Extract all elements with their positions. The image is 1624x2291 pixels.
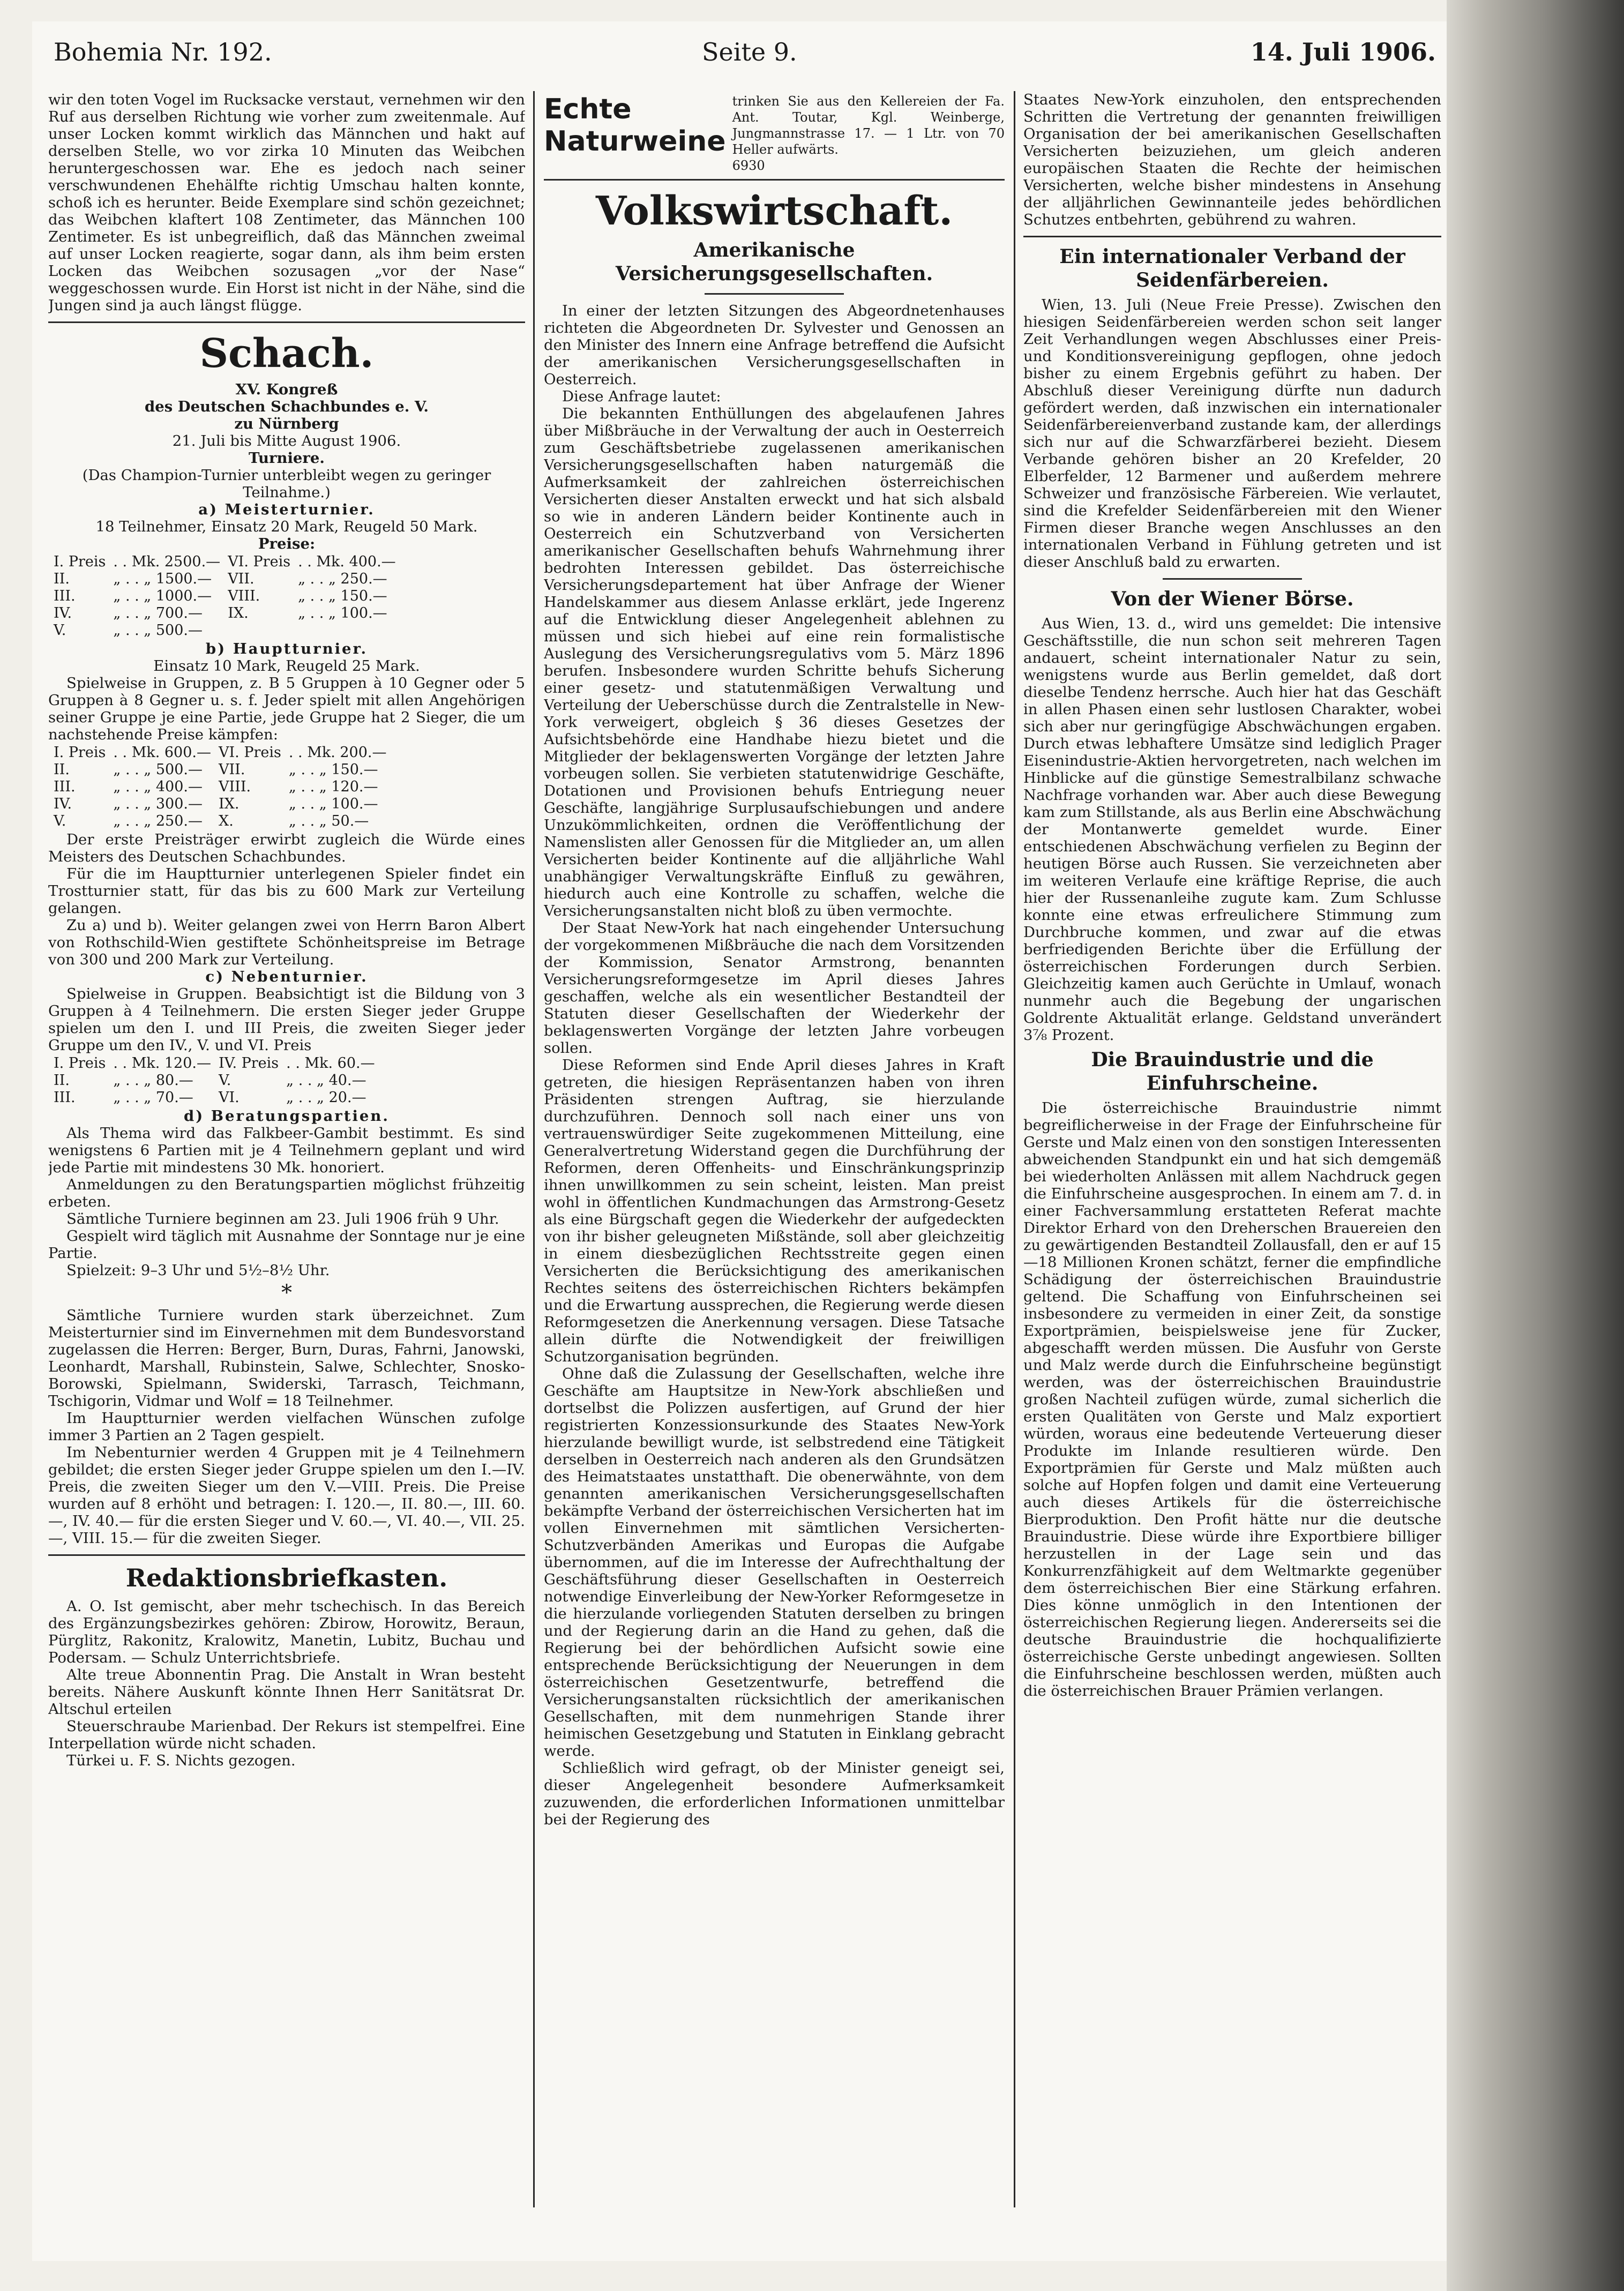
paragraph: Wien, 13. Juli (Neue Freie Presse). Zwischen den hiesigen Seidenfärbereien werden schon seit langer Zeit Verhandlungen wegen Abschlusses einer Preis- und Konditionsvereinigung gepflogen, ohne jedoch bisher zu einem Ergebnis geführt zu haben. Der Abschluß dieser Vereinigung dürfte nun dadurch gefördert werden, daß inzwischen ein internationaler Seidenfärbereienverband zustande kam, der allerdings sich nur auf die Schwarzfärberei bezieht. Diesem Verbande gehören bisher an 20 Krefelder, 20 Elberfelder, 12 Barmener und außerdem mehrere Schweizer und französische Färbereien. Wie verlautet, sind die Krefelder Seidenfärbereien mit den Wiener Firmen dieser Branche wegen Anschlusses an den internationalen Verband in Fühlung getreten und ist dieser Anschluß bald zu erwarten.: [1023, 296, 1441, 571]
paragraph: Diese Anfrage lautet:: [562, 388, 721, 405]
letterbox-entry: A. O. Ist gemischt, aber mehr tschechisch. In das Bereich des Ergänzungsbezirkes gehören: Zbirow, Horowitz, Beraun, Pürglitz, Rakonitz, Kralowitz, Manetin, Lubitz, Buchau und Podersam. — Schulz Unterrichtsbriefe.: [48, 1598, 525, 1666]
side-tournament-heading: c) Nebenturnier.: [205, 968, 368, 985]
paragraph: Die bekannten Enthüllungen des abgelaufenen Jahres über Mißbräuche in der Verwaltung der auch in Oesterreich zum Geschäftsbetriebe zugelassenen amerikanischen Versicherungsgesellschaften haben naturgemäß die Aufmerksamkeit der zahlreichen österreichischen Versicherten dieser Anstalten erweckt und hat sich alsbald so wie in anderen Ländern beider Kontinente auch in Oesterreich ein Schutzverband von Versicherten amerikanischer Gesellschaften behufs Wahrnehmung ihrer bedrohten Interessen gebildet. Das österreichische Versicherungsdepartement hat über Anfrage der Wiener Handelskammer aus diesem Anlasse erklärt, jede Ingerenz auf die Entwicklung dieser Angelegenheit ablehnen zu müssen und sich hiebei auf eine rein formalistische Auslegung des Versicherungsregulativs vom 5. März 1896 berufen. Insbesondere wurden Schritte behufs Sicherung einer gesetz- und statutenmäßigen Verwaltung und Verteilung der Ueberschüsse durch die Zentralstelle in New-York verweigert, obgleich § 36 dieses Gesetzes der Aufsichtsbehörde eine Handhabe hiezu bietet und die Mitglieder der beklagenswerten Vorgänge der letzten Jahre vorbeugen sollen. Sie verbieten statutenwidrige Geschäfte, Dotationen und Provisionen behufs Entriegung neuer Geschäfte, langjährige Surplusaufschiebungen und andere Unzukömmlichkeiten, ordnen die Veröffentlichung der Namenslisten aller Genossen für die Mitglieder an, um allen Versicherten beider Kontinente auf die alljährliche Wahl unabhängiger Verwaltungskräfte Einfluß zu gewähren, hiedurch auch eine Kontrolle zu schaffen, welche die Versicherungsanstalten nicht bloß zu üben vermochte.: [544, 405, 1005, 919]
prize-row: I. Preis . . Mk. 600.— VI. Preis . . Mk. 200.—: [54, 744, 387, 761]
main-tournament-heading: b) Hauptturnier.: [205, 640, 368, 657]
main-prize-table: [54, 744, 394, 830]
economy-section-title: Volkswirtschaft.: [595, 188, 953, 234]
master-tournament-info: 18 Teilnehmer, Einsatz 20 Mark, Reugeld 50 Mark.: [95, 518, 478, 535]
consultation-heading: d) Beratungspartien.: [183, 1107, 390, 1125]
paragraph: Sämtliche Turniere wurden stark überzeichnet. Zum Meisterturnier sind im Einvernehmen mit dem Bundesvorstand zugelassen die Herren: Berger, Burn, Duras, Fahrni, Janowski, Leonhardt, Marshall, Rubinstein, Salwe, Schlechter, Snosko-Borowski, Spielmann, Swiderski, Tarrasch, Teichmann, Tschigorin, Vidmar und Wolf = 18 Teilnehmer.: [48, 1307, 525, 1410]
letterbox-entry: Türkei u. F. S. Nichts gezogen.: [66, 1752, 296, 1769]
paragraph: In einer der letzten Sitzungen des Abgeordnetenhauses richteten die Abgeordneten Dr. Sylvester und Genossen an den Minister des Innern eine Anfrage betreffend die Aufsicht der amerikanischen Versicherungsgesellschaften in Oesterreich.: [544, 302, 1005, 388]
asterisk-divider: *: [281, 1281, 292, 1305]
prize-row: V. „ . . „ 250.— X. „ . . „ 50.—: [54, 813, 369, 829]
prize-row: II. „ . . „ 80.— V. „ . . „ 40.—: [54, 1072, 366, 1089]
prize-row: I. Preis . . Mk. 2500.— VI. Preis . . Mk. 400.—: [54, 553, 396, 570]
prize-row: III. „ . . „ 400.— VIII. „ . . „ 120.—: [54, 778, 378, 795]
newspaper-page: [32, 21, 1447, 2261]
letterbox-title: Redaktionsbriefkasten.: [125, 1563, 448, 1592]
brewery-heading: Die Brauindustrie und die Einfuhrscheine.: [1091, 1049, 1374, 1095]
prize-row: I. Preis . . Mk. 120.— IV. Preis . . Mk. 60.—: [54, 1055, 375, 1072]
paragraph: Für die im Hauptturnier unterlegenen Spieler findet ein Trostturnier statt, für das bis zu 600 Mark zur Verteilung gelangen.: [48, 865, 525, 917]
paragraph: Spielzeit: 9–3 Uhr und 5½–8½ Uhr.: [66, 1262, 330, 1279]
masthead-issue: Bohemia Nr. 192.: [54, 38, 272, 66]
master-tournament-heading: a) Meisterturnier.: [198, 501, 375, 518]
ad-code: 6930: [732, 158, 765, 173]
prize-row: II. „ . . „ 1500.— VII. „ . . „ 250.—: [54, 571, 387, 587]
paragraph: Staates New-York einzuholen, den entsprechenden Schritten die Vertretung der genannten freiwilligen Organisation der bei amerikanischen Gesellschaften Versicherten beizuziehen, um gleich anderen europäischen Staaten die Rechte der heimischen Versicherten, welche bisher mindestens in Ansehung der alljährlichen Gewinnanteile jedes behördlichen Schutzes entbehrten, gebührend zu wahren.: [1023, 91, 1441, 228]
congress-title: XV. Kongreß: [235, 381, 338, 398]
prize-row: II. „ . . „ 500.— VII. „ . . „ 150.—: [54, 761, 378, 778]
paragraph: Schließlich wird gefragt, ob der Minister geneigt sei, dieser Angelegenheit besondere Aufmerksamkeit zuzuwenden, die erforderlichen Informationen unmittelbar bei der Regierung des: [544, 1760, 1005, 1828]
paragraph: Die österreichische Brauindustrie nimmt begreiflicherweise in der Frage der Einfuhrscheine für Gerste und Malz einen von den sonstigen Interessenten abweichenden Standpunkt ein und hat sich demgemäß bei wiederholten Anlässen mit allem Nachdruck gegen die Einfuhrscheine ausgesprochen. In einem am 7. d. in einer Fachversammlung erstatteten Referat machte Direktor Erhard von den Dreherschen Brauereien den zu gewärtigenden Bestandteil Zollausfall, den er auf 15—18 Millionen Kronen schätzt, ferner die empfindliche Schädigung der österreichischen Brauindustrie geltend. Die Schaffung von Einfuhrscheinen sei insbesondere zu vermeiden in einer Zeit, da sonstige Exportprämien, beispielsweise jene für Zucker, abgeschafft werden müssen. Die Ausfuhr von Gerste und Malz werde durch die Einfuhrscheine begünstigt werden, was der österreichischen Brauindustrie großen Nachteil zufügen würde, zumal sicherlich die ersten Qualitäten von Gerste und Malz exportiert würden, woraus eine bedeutende Verteuerung dieser Produkte im Inlande resultieren würde. Den Exportprämien für Gerste und Malz müßten auch solche auf Hopfen folgen und damit eine Verteuerung auch dieses Artikels für die österreichische Bierproduktion. Den Profit hätte nur die deutsche Brauindustrie. Diese würde ihre Exportbiere billiger herzustellen in der Lage sein und das Konkurrenzfähigkeit auf dem Weltmarkte gegenüber dem österreichischen Bier eine Stärkung erfahren. Dies könne unmöglich in den Intentionen der österreichischen Regierung liegen. Andererseits sei die deutsche Brauindustrie die hochqualifizierte österreichische Gerste unbedingt angewiesen. Sollten die Einfuhrscheine beschlossen werden, müßten auch die österreichischen Brauer Prämien verlangen.: [1023, 1099, 1441, 1699]
paragraph: Als Thema wird das Falkbeer-Gambit bestimmt. Es sind wenigstens 6 Partien mit je 4 Teilnehmern geplant und wird jede Partie mit mindestens 30 Mk. honoriert.: [48, 1125, 525, 1176]
side-tournament-text: Spielweise in Gruppen. Beabsichtigt ist die Bildung von 3 Gruppen à 4 Teilnehmern. Die ersten Sieger jeder Gruppe spielen um den I. und III Preis, die zweiten Sieger jeder Gruppe um den IV., V. und VI. Preis: [48, 985, 525, 1054]
issue-date: 14. Juli 1906.: [1250, 38, 1436, 66]
prizes-label: Preise:: [258, 535, 316, 552]
letterbox-entry: Steuerschraube Marienbad. Der Rekurs ist stempelfrei. Eine Interpellation würde nicht schaden.: [48, 1718, 525, 1752]
main-tournament-text: Spielweise in Gruppen, z. B 5 Gruppen à 10 Gegner oder 5 Gruppen à 8 Gegner u. s. f. Jeder spielt mit allen Angehörigen seiner Gruppe je eine Partie, jede Gruppe hat 2 Sieger, die um nachstehende Preise kämpfen:: [48, 675, 525, 743]
paragraph: Anmeldungen zu den Beratungspartien möglichst frühzeitig erbeten.: [48, 1176, 525, 1210]
paragraph: Ohne daß die Zulassung der Gesellschaften, welche ihre Geschäfte am Hauptsitze in New-York abschließen und dortselbst die Polizzen ausfertigen, auf Grund der hier registrierten Konzessionsurkunde des Staates New-York hierzulande bewilligt wurde, ist selbstredend eine Tätigkeit derselben in Oesterreich nach anderen als den Grundsätzen des Heimatstaates unstatthaft. Die obenerwähnte, von dem genannten amerikanischen Versicherungsgesellschaften bekämpfte Verband der österreichischen Versicherten hat im vollen Einvernehmen mit sämtlichen Versicherten-Schutzverbänden Amerikas und Europas die Aufgabe übernommen, auf die im Interesse der Aufrechthaltung der Geschäftsführung dieser Gesellschaften in Oesterreich notwendige Einverleibung der New-Yorker Reformgesetze in die hierzulande vorliegenden Statuten derselben zu bringen und der Regierung darin an die Hand zu gehen, daß die Regierung bei der behördlichen Aufsicht sowie eine entsprechende Berücksichtigung der Neuerungen in dem österreichischen Gesetzentwurfe, betreffend die Versicherungsanstalten rücksichtlich der amerikanischen Gesellschaften, mit dem nunmehrigen Stande ihrer heimischen Gesetzgebung und Statuten in Einklang gebracht werde.: [544, 1365, 1005, 1760]
tournaments-note: (Das Champion-Turnier unterbleibt wegen zu geringer Teilnahme.): [82, 467, 491, 501]
paragraph: Sämtliche Turniere beginnen am 23. Juli 1906 früh 9 Uhr.: [66, 1210, 499, 1227]
congress-org: des Deutschen Schachbundes e. V.: [144, 398, 429, 415]
paragraph: Der erste Preisträger erwirbt zugleich die Würde eines Meisters des Deutschen Schachbundes.: [48, 831, 525, 865]
main-tournament-info: Einsatz 10 Mark, Reugeld 25 Mark.: [153, 657, 420, 675]
paragraph: Zu a) und b). Weiter gelangen zwei von Herrn Baron Albert von Rothschild-Wien gestiftete Schönheitspreise im Betrage von 300 und 200 Mark zur Verteilung.: [48, 917, 525, 968]
prize-row: IV. „ . . „ 300.— IX. „ . . „ 100.—: [54, 796, 378, 812]
wine-advertisement: [544, 91, 1005, 181]
column-left: [48, 91, 525, 2256]
prize-row: III. „ . . „ 1000.— VIII. „ . . „ 150.—: [54, 588, 387, 604]
paragraph: Diese Reformen sind Ende April dieses Jahres in Kraft getreten, die hiesigen Repräsentanzen haben von ihren Präsidenten strengen Auftrag, sie hierzulande durchzuführen. Dennoch soll nach einer uns von vertrauenswürdiger Seite zugekommenen Mitteilung, eine Generalvertretung Widerstand gegen die Durchführung der Reformen, deren Offenheits- und Einschränkungsprinzip ihnen unwillkommen zu sein scheint, leisten. Man preist wohl in öffentlichen Kundmachungen das Armstrong-Gesetz als eine Bürgschaft gegen die Wiederkehr der aufgedeckten von ihr bisher geleugneten Mißstände, soll aber gleichzeitig in einem diesbezüglichen Rechtsstreite gegen einen Versicherten die Berücksichtigung des amerikanischen Rechtes seitens des österreichischen Richters bekämpfen und die Erwartung aussprechen, die Regierung werde diesen Reformgesetzen die Anerkennung versagen. Diese Tatsache allein dürfte die Notwendigkeit der freiwilligen Schutzorganisation begründen.: [544, 1057, 1005, 1365]
prize-row: IV. „ . . „ 700.— IX. „ . . „ 100.—: [54, 605, 387, 622]
chess-section-title: Schach.: [199, 331, 374, 377]
column-right: [1023, 91, 1441, 2256]
ad-text: trinken Sie aus den Kellereien der Fa. Ant. Toutar, Kgl. Weinberge, Jungmannstrasse 17. — 1 Ltr. von 70 Heller aufwärts. 6930: [732, 94, 1005, 173]
paragraph: Aus Wien, 13. d., wird uns gemeldet: Die intensive Geschäftsstille, die nun schon seit mehreren Tagen andauert, scheint internationaler Natur zu sein, wenigstens wurde aus Berlin gemeldet, daß dort dieselbe Tendenz herrsche. Auch hier hat das Geschäft in allen Phasen einen sehr lustlosen Charakter, wobei sich aber nur geringfügige Abschwächungen ergaben. Durch etwas lebhaftere Umsätze sind lediglich Prager Eisenindustrie-Aktien hervorgetreten, nach welchen im Hinblicke auf die günstige Semestralbilanz schwache Nachfrage vorhanden war. Aber auch diese Bewegung kam zum Stillstande, als aus Berlin eine Abschwächung der Montanwerte gemeldet wurde. Einer entschiedenen Abschwächung verfielen zu Beginn der heutigen Börse auch Russen. Sie verzeichneten aber im weiteren Verlaufe eine kräftige Reprise, die auch hier der Russenanleihe zugute kam. Zum Schlusse konnte eine etwas erfreulichere Stimmung zum Durchbruche kommen, und zwar auf die etwas berfriedigenden Berichte über die Erfüllung der österreichischen Forderungen durch Serbien. Gleichzeitig kamen auch Gerüchte in Umlauf, wonach nunmehr auch die Begebung der ungarischen Goldrente Aktualität erlange. Geldstand unverändert 3⅞ Prozent.: [1023, 615, 1441, 1044]
column-divider: [1014, 91, 1015, 2207]
article-title: Amerikanische Versicherungsgesellschaften.: [615, 239, 933, 285]
master-prize-table: [54, 553, 403, 639]
prize-row: V. „ . . „ 500.—: [54, 622, 203, 639]
page-edge-shadow: [1447, 0, 1624, 2291]
paragraph: Der Staat New-York hat nach eingehender Untersuchung der vorgekommenen Mißbräuche die nach dem Vorsitzenden der Kommission, Senator Armstrong, benannten Versicherungsreformgesetze im April dieses Jahres geschaffen, welche als ein wesentlicher Bestandteil der Statuten dieser Gesellschaften der Wiederkehr der beklagenswerten Vorgänge der letzten Jahre vorbeugen sollen.: [544, 919, 1005, 1057]
column-middle: [544, 91, 1005, 2256]
section-rule: [1023, 236, 1441, 237]
silk-dye-heading: Ein internationaler Verband der Seidenfärbereien.: [1059, 245, 1405, 291]
congress-place: zu Nürnberg: [234, 415, 339, 432]
column-divider: [533, 91, 535, 2207]
paragraph: Gespielt wird täglich mit Ausnahme der Sonntage nur je eine Partie.: [48, 1227, 525, 1262]
page-header: [32, 21, 1447, 96]
section-rule: [48, 321, 525, 323]
side-prize-table: [54, 1055, 383, 1106]
section-rule: [1163, 578, 1302, 580]
hunting-story-end: wir den toten Vogel im Rucksacke verstaut, vernehmen wir den Ruf aus derselben Richtung wie vorher zum zweitenmale. Auf unser Locken kommt wirklich das Männchen und hakt auf derselben Stelle, wo vor zirka 10 Minuten das Weibchen heruntergeschossen war. Ehe es jedoch nach seiner verschwundenen Ehehälfte richtig Umschau halten konnte, schoß ich es herunter. Beide Exemplare sind schön gezeichnet; das Weibchen klaftert 108 Zentimeter, das Männchen 100 Zentimeter. Es ist unbegreiflich, daß das Männchen zweimal auf unser Locken reagierte, sogar dann, als ihm beim ersten Locken das Weibchen sozusagen „vor der Nase“ weggeschossen wurde. Ein Horst ist nicht in der Nähe, sind die Jungen sind ja auch längst flügge.: [48, 91, 525, 314]
exchange-heading: Von der Wiener Börse.: [1111, 588, 1354, 610]
letterbox-entry: Alte treue Abonnentin Prag. Die Anstalt in Wran besteht bereits. Nähere Auskunft könnte Ihnen Herr Sanitätsrat Dr. Altschul erteilen: [48, 1666, 525, 1718]
congress-dates: 21. Juli bis Mitte August 1906.: [172, 432, 401, 450]
section-rule: [48, 1554, 525, 1556]
paragraph: Im Nebenturnier werden 4 Gruppen mit je 4 Teilnehmern gebildet; die ersten Sieger jeder Gruppe spielen um den I.—IV. Preis, die zweiten Sieger um den V.—VIII. Preis. Die Preise wurden auf 8 erhöht und betragen: I. 120.—, II. 80.—, III. 60.—, IV. 40.— für die ersten Sieger und V. 60.—, VI. 40.—, VII. 25.—, VIII. 15.— für die zweiten Sieger.: [48, 1444, 525, 1547]
title-rule: [705, 293, 844, 295]
ad-headline: Echte Naturweine: [544, 93, 726, 158]
paragraph: Im Hauptturnier werden vielfachen Wünschen zufolge immer 3 Partien an 2 Tagen gespielt.: [48, 1410, 525, 1444]
tournaments-heading: Turniere.: [249, 450, 325, 467]
page-number: Seite 9.: [702, 38, 797, 66]
prize-row: III. „ . . „ 70.— VI. „ . . „ 20.—: [54, 1089, 366, 1106]
